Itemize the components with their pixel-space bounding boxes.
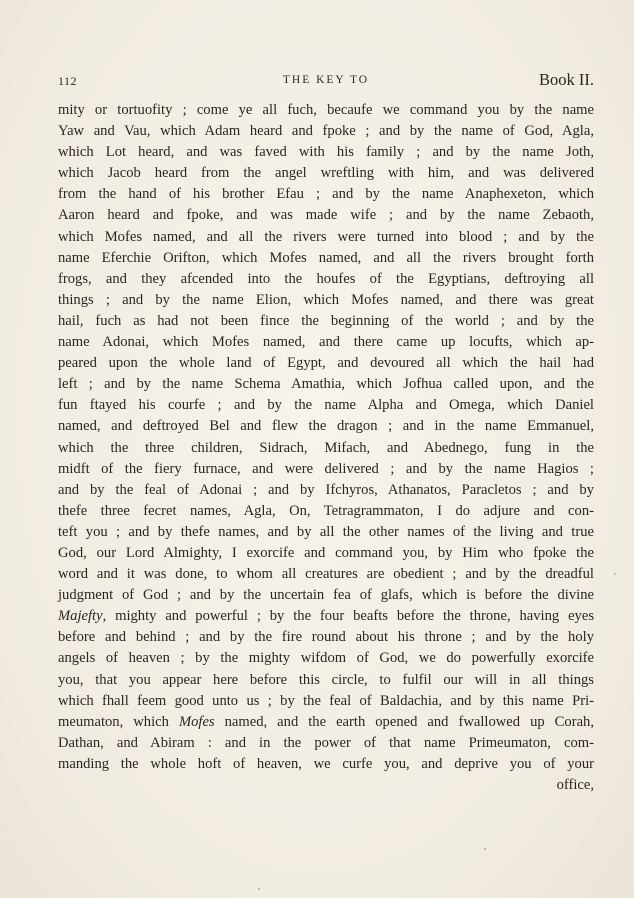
text-line: thefe three fecret names, Agla, On, Tetragrammaton, I do adjure and con- bbox=[58, 502, 594, 519]
text-line: left ; and by the name Schema Amathia, which Jofhua called upon, and the bbox=[58, 376, 594, 393]
text-line: name Adonai, which Mofes named, and there came up locufts, which ap- bbox=[58, 334, 594, 351]
text-line: fun ftayed his courfe ; and by the name Alpha and Omega, which Daniel bbox=[58, 397, 594, 414]
paper-speck bbox=[614, 573, 616, 575]
text-line: which Jacob heard from the angel wreftling with him, and was delivered bbox=[58, 165, 594, 182]
text-line: God, our Lord Almighty, I exorcife and command you, by Him who fpoke the bbox=[58, 544, 594, 561]
text-line: named, and deftroyed Bel and flew the dragon ; and in the name Emmanuel, bbox=[58, 418, 594, 435]
body-text bbox=[58, 100, 594, 796]
paper-speck bbox=[258, 888, 260, 890]
text-line: teft you ; and by thefe names, and by all the other names of the living and true bbox=[58, 523, 594, 540]
text-line: Aaron heard and fpoke, and was made wife ; and by the name Zebaoth, bbox=[58, 207, 594, 224]
line-segment: meumaton, which bbox=[58, 713, 179, 730]
text-line: word and it was done, to whom all creatures are obedient ; and by the dreadful bbox=[58, 566, 594, 583]
line-segment: named, and the earth opened and fwallowed up Corah, bbox=[214, 713, 594, 730]
text-line: judgment of God ; and by the uncertain fea of glafs, which is before the divine bbox=[58, 587, 594, 604]
catchword: office, bbox=[556, 777, 594, 793]
text-line: angels of heaven ; by the mighty wifdom of God, we do powerfully exorcife bbox=[58, 650, 594, 667]
paper-speck bbox=[484, 848, 486, 850]
text-line: which Lot heard, and was faved with his family ; and by the name Joth, bbox=[58, 144, 594, 161]
text-line: before and behind ; and by the fire round about his throne ; and by the holy bbox=[58, 629, 594, 646]
text-line: frogs, and they afcended into the houfes of the Egyptians, deftroying all bbox=[58, 270, 594, 287]
text-line: name Eferchie Orifton, which Mofes named, and all the rivers brought forth bbox=[58, 249, 594, 266]
text-line: Yaw and Vau, which Adam heard and fpoke ; and by the name of God, Agla, bbox=[58, 123, 594, 140]
text-line: from the hand of his brother Efau ; and by the name Anaphexeton, which bbox=[58, 186, 594, 203]
text-line: mity or tortuofity ; come ye all fuch, becaufe we command you by the name bbox=[58, 102, 594, 118]
text-line: Dathan, and Abiram : and in the power of that name Primeumaton, com- bbox=[58, 734, 594, 751]
line-segment: , mighty and powerful ; by the four beafts before the throne, having eyes bbox=[102, 608, 594, 625]
book-label: Book II. bbox=[539, 70, 594, 89]
text-line: peared upon the whole land of Egypt, and devoured all which the hail had bbox=[58, 355, 594, 372]
page-number: 112 bbox=[58, 74, 78, 88]
text-line: which fhall feem good unto us ; by the feal of Baldachia, and by this name Pri- bbox=[58, 692, 594, 709]
text-line bbox=[58, 712, 594, 733]
text-line: you, that you appear here before this circle, to fulfil our will in all things bbox=[58, 671, 594, 688]
text-line: and by the feal of Adonai ; and by Ifchyros, Athanatos, Paracletos ; and by bbox=[58, 481, 594, 498]
text-line: which Mofes named, and all the rivers were turned into blood ; and by the bbox=[58, 228, 594, 245]
text-line: things ; and by the name Elion, which Mofes named, and there was great bbox=[58, 291, 594, 308]
text-line bbox=[58, 606, 594, 627]
text-line: which the three children, Sidrach, Mifach, and Abednego, fung in the bbox=[58, 439, 594, 456]
running-header bbox=[58, 70, 594, 94]
text-line: hail, fuch as had not been fince the beginning of the world ; and by the bbox=[58, 312, 594, 329]
italic-word: Majefty bbox=[58, 608, 103, 625]
text-line: midft of the fiery furnace, and were delivered ; and by the name Hagios ; bbox=[58, 460, 594, 477]
text-line: manding the whole hoft of heaven, we curfe you, and deprive you of your bbox=[58, 755, 594, 772]
running-title: THE KEY TO bbox=[282, 74, 370, 86]
italic-word: Mofes bbox=[178, 713, 215, 730]
